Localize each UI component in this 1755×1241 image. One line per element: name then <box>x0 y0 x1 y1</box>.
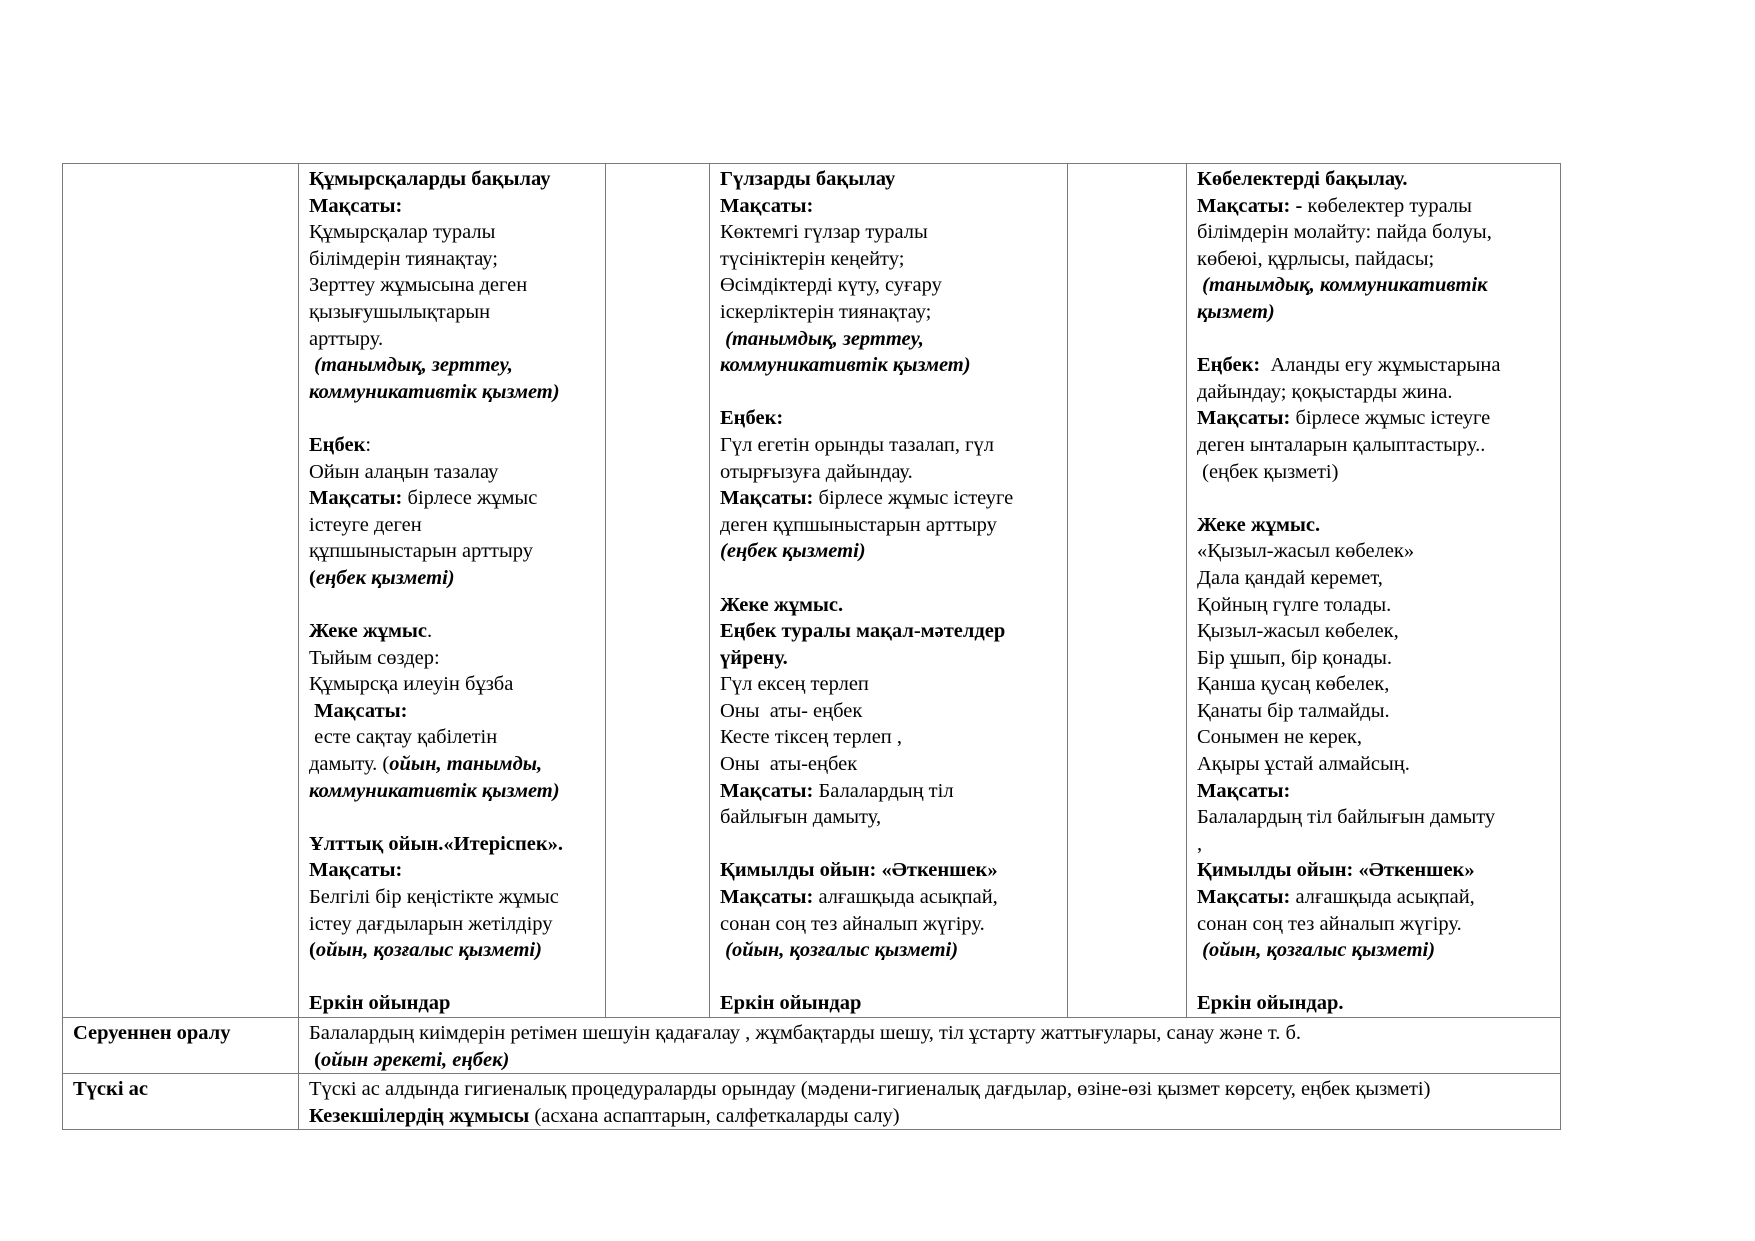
flowerbed-proverb-line: Гүл ексең терлеп <box>720 673 869 696</box>
butterflies-poem-line: Бір ұшып, бір қонады. <box>1197 646 1392 669</box>
ants-labor-goal: құпшыныстарын арттыру <box>309 540 534 563</box>
ants-game-title: Ұлттық ойын.«Итеріспек». <box>309 832 564 855</box>
ants-game-paren: ( <box>309 939 316 962</box>
butterflies-game-title: Қимылды ойын: «Әткеншек» <box>1197 859 1475 882</box>
flowerbed-labor-goal: бірлесе жұмыс істеуге <box>813 487 1014 510</box>
lunch-duty-label: Кезекшілердің жұмысы <box>309 1104 530 1127</box>
spacer-cell <box>1068 164 1187 1018</box>
butterflies-free-games: Еркін ойындар. <box>1197 992 1344 1015</box>
flowerbed-game-goal: алғашқыда асықпай, <box>813 886 998 909</box>
flowerbed-labor-goal: деген құпшыныстарын арттыру <box>720 513 997 536</box>
flowerbed-proverb-goal-label: Мақсаты: <box>720 779 814 802</box>
ants-game-activity: ойын, қозғалыс қызметі) <box>315 939 542 962</box>
ants-labor-goal-label: Мақсаты: <box>309 487 403 510</box>
return-row-activity: ойын әрекеті, еңбек) <box>320 1048 510 1071</box>
observation-ants-cell <box>299 164 606 1018</box>
butterflies-poem-line: Қанаты бір талмайды. <box>1197 699 1390 722</box>
return-row-text: Балалардың киімдерін ретімен шешуін қадағалау , жұмбақтарды шешу, тіл ұстарту жаттығулары, санау және т. б. <box>309 1022 1302 1044</box>
butterflies-poem-goal: , <box>1197 832 1203 855</box>
ants-game-goal: істеу дағдыларын жетілдіру <box>309 912 553 935</box>
ants-individual-activity: ойын, танымды, <box>389 753 543 776</box>
butterflies-goal: көбеюі, құрлысы, пайдасы; <box>1197 247 1435 270</box>
flowerbed-proverb-line: Оны аты- еңбек <box>720 699 863 722</box>
butterflies-activity: қызмет) <box>1197 300 1275 323</box>
ants-labor-activity: еңбек қызметі) <box>315 566 455 589</box>
flowerbed-proverb-line: Кесте тіксең терлеп , <box>720 726 903 749</box>
flowerbed-proverb-line: Оны аты-еңбек <box>720 753 858 776</box>
flowerbed-game-goal-label: Мақсаты: <box>720 886 814 909</box>
butterflies-labor-goal-label: Мақсаты: <box>1197 407 1291 430</box>
ants-individual-line: Құмырсқа илеуін бұзба <box>309 673 514 696</box>
butterflies-poem-line: Қызыл-жасыл көбелек, <box>1197 620 1399 643</box>
return-row-paren: ( <box>309 1048 321 1071</box>
flowerbed-proverb-title: Еңбек туралы мақал-мәтелдер <box>720 620 1006 643</box>
ants-individual-line: Тыйым сөздер: <box>309 646 440 669</box>
flowerbed-goal-line: Көктемгі гүлзар туралы <box>720 221 928 244</box>
observation-butterflies-cell <box>1187 164 1561 1018</box>
butterflies-poem-line: Дала қандай керемет, <box>1197 566 1383 589</box>
ants-individual-goal: есте сақтау қабілетін <box>309 726 498 749</box>
ants-goal-line: Құмырсқалар туралы <box>309 221 496 244</box>
ants-individual-goal: дамыту. ( <box>309 753 390 776</box>
flowerbed-game-goal: сонан соң тез айналып жүгіру. <box>720 912 985 935</box>
flowerbed-proverb-goal: байлығын дамыту, <box>720 806 882 829</box>
flowerbed-labor-label: Еңбек: <box>720 407 784 430</box>
ants-individual-activity: коммуникативтік қызмет) <box>309 779 560 802</box>
butterflies-poem-line: Ақыры ұстай алмайсың. <box>1197 753 1410 776</box>
ants-goal-line: қызығушылықтарын <box>309 300 491 323</box>
ants-game-goal-label: Мақсаты: <box>309 859 403 882</box>
butterflies-goal: көбелектер туралы <box>1302 194 1472 217</box>
outdoor-walk-row <box>63 164 1561 1018</box>
flowerbed-individual-label: Жеке жұмыс. <box>720 593 844 616</box>
flowerbed-goal-line: Өсімдіктерді күту, суғару <box>720 274 942 297</box>
ants-labor-colon: : <box>365 433 372 456</box>
return-row-label: Серуеннен оралу <box>63 1018 299 1074</box>
flowerbed-game-activity: (ойын, қозғалыс қызметі) <box>720 939 959 962</box>
ants-individual-goal-label: Мақсаты: <box>309 699 408 722</box>
return-from-walk-row <box>63 1018 1561 1074</box>
ants-free-games: Еркін ойындар <box>309 992 451 1015</box>
ants-activity: (танымдық, зерттеу, <box>309 354 513 377</box>
flowerbed-free-games: Еркін ойындар <box>720 992 862 1015</box>
ants-individual-dot: . <box>427 620 433 643</box>
ants-labor-task: Ойын алаңын тазалау <box>309 460 499 483</box>
ants-title: Құмырсқаларды бақылау <box>309 168 551 190</box>
flowerbed-proverb-goal: Балалардың тіл <box>813 779 954 802</box>
lunch-row-text: Түскі ас алдында гигиеналық процедураларды орындау (мәдени-гигиеналық дағдылар, өзіне-өзі қызмет көрсету, еңбек қызметі) <box>309 1078 1431 1101</box>
flowerbed-goal-label: Мақсаты: <box>720 194 814 217</box>
butterflies-labor-goal: деген ынталарын қалыптастыру.. <box>1197 433 1486 456</box>
flowerbed-labor-activity: (еңбек қызметі) <box>720 540 866 563</box>
flowerbed-proverb-title: үйрену. <box>720 646 788 669</box>
butterflies-poem-line: Сонымен не керек, <box>1197 726 1363 749</box>
ants-labor-goal: бірлесе жұмыс <box>402 487 538 510</box>
ants-goal-label: Мақсаты: <box>309 194 403 217</box>
ants-activity: коммуникативтік қызмет) <box>309 380 560 403</box>
butterflies-goal-label: Мақсаты: - <box>1197 194 1303 217</box>
butterflies-labor-label: Еңбек: <box>1197 354 1261 377</box>
ants-goal-line: арттыру. <box>309 327 384 350</box>
return-row-content <box>299 1018 1561 1074</box>
ants-game-goal: Белгілі бір кеңістікте жұмыс <box>309 886 559 909</box>
butterflies-poem-line: Қойның гүлге толады. <box>1197 593 1392 616</box>
row-label-empty <box>63 164 299 1018</box>
lunch-row <box>63 1074 1561 1130</box>
lunch-duty-text: (асхана аспаптарын, салфеткаларды салу) <box>529 1104 900 1127</box>
ants-labor-paren: ( <box>309 566 316 589</box>
observation-flowerbed-cell <box>710 164 1068 1018</box>
flowerbed-labor-line: отырғызуға дайындау. <box>720 460 913 483</box>
ants-individual-label: Жеке жұмыс <box>309 620 428 643</box>
ants-labor-goal: істеуге деген <box>309 513 422 536</box>
lunch-row-content <box>299 1074 1561 1130</box>
butterflies-poem-goal: Балалардың тіл байлығын дамыту <box>1197 806 1496 829</box>
butterflies-poem-line: «Қызыл-жасыл көбелек» <box>1197 540 1415 563</box>
flowerbed-goal-line: іскерліктерін тиянақтау; <box>720 300 932 323</box>
flowerbed-activity: (танымдық, зерттеу, <box>720 327 924 350</box>
schedule-table <box>62 163 1561 1130</box>
butterflies-game-goal-label: Мақсаты: <box>1197 886 1291 909</box>
butterflies-title: Көбелектерді бақылау. <box>1197 168 1408 190</box>
flowerbed-title: Гүлзарды бақылау <box>720 168 896 190</box>
butterflies-game-goal: сонан соң тез айналып жүгіру. <box>1197 912 1462 935</box>
butterflies-labor: дайындау; қоқыстарды жина. <box>1197 380 1453 403</box>
ants-goal-line: білімдерін тиянақтау; <box>309 247 498 270</box>
butterflies-poem-line: Қанша қусаң көбелек, <box>1197 673 1390 696</box>
flowerbed-goal-line: түсініктерін кеңейту; <box>720 247 905 270</box>
ants-goal-line: Зерттеу жұмысына деген <box>309 274 528 297</box>
butterflies-labor-goal: бірлесе жұмыс істеуге <box>1290 407 1491 430</box>
flowerbed-labor-line: Гүл егетін орынды тазалап, гүл <box>720 433 994 456</box>
flowerbed-activity: коммуникативтік қызмет) <box>720 354 971 377</box>
ants-labor-label: Еңбек <box>309 433 366 456</box>
flowerbed-labor-goal-label: Мақсаты: <box>720 487 814 510</box>
butterflies-poem-goal-label: Мақсаты: <box>1197 779 1291 802</box>
butterflies-individual-label: Жеке жұмыс. <box>1197 513 1321 536</box>
butterflies-game-goal: алғашқыда асықпай, <box>1290 886 1475 909</box>
butterflies-game-activity: (ойын, қозғалыс қызметі) <box>1197 939 1436 962</box>
butterflies-activity: (танымдық, коммуникативтік <box>1197 274 1488 297</box>
butterflies-labor: Аланды егу жұмыстарына <box>1260 354 1501 377</box>
lunch-row-label: Түскі ас <box>63 1074 299 1130</box>
butterflies-labor-activity: (еңбек қызметі) <box>1197 460 1339 483</box>
butterflies-goal: білімдерін молайту: пайда болуы, <box>1197 221 1492 244</box>
flowerbed-game-title: Қимылды ойын: «Әткеншек» <box>720 859 998 882</box>
spacer-cell <box>606 164 710 1018</box>
